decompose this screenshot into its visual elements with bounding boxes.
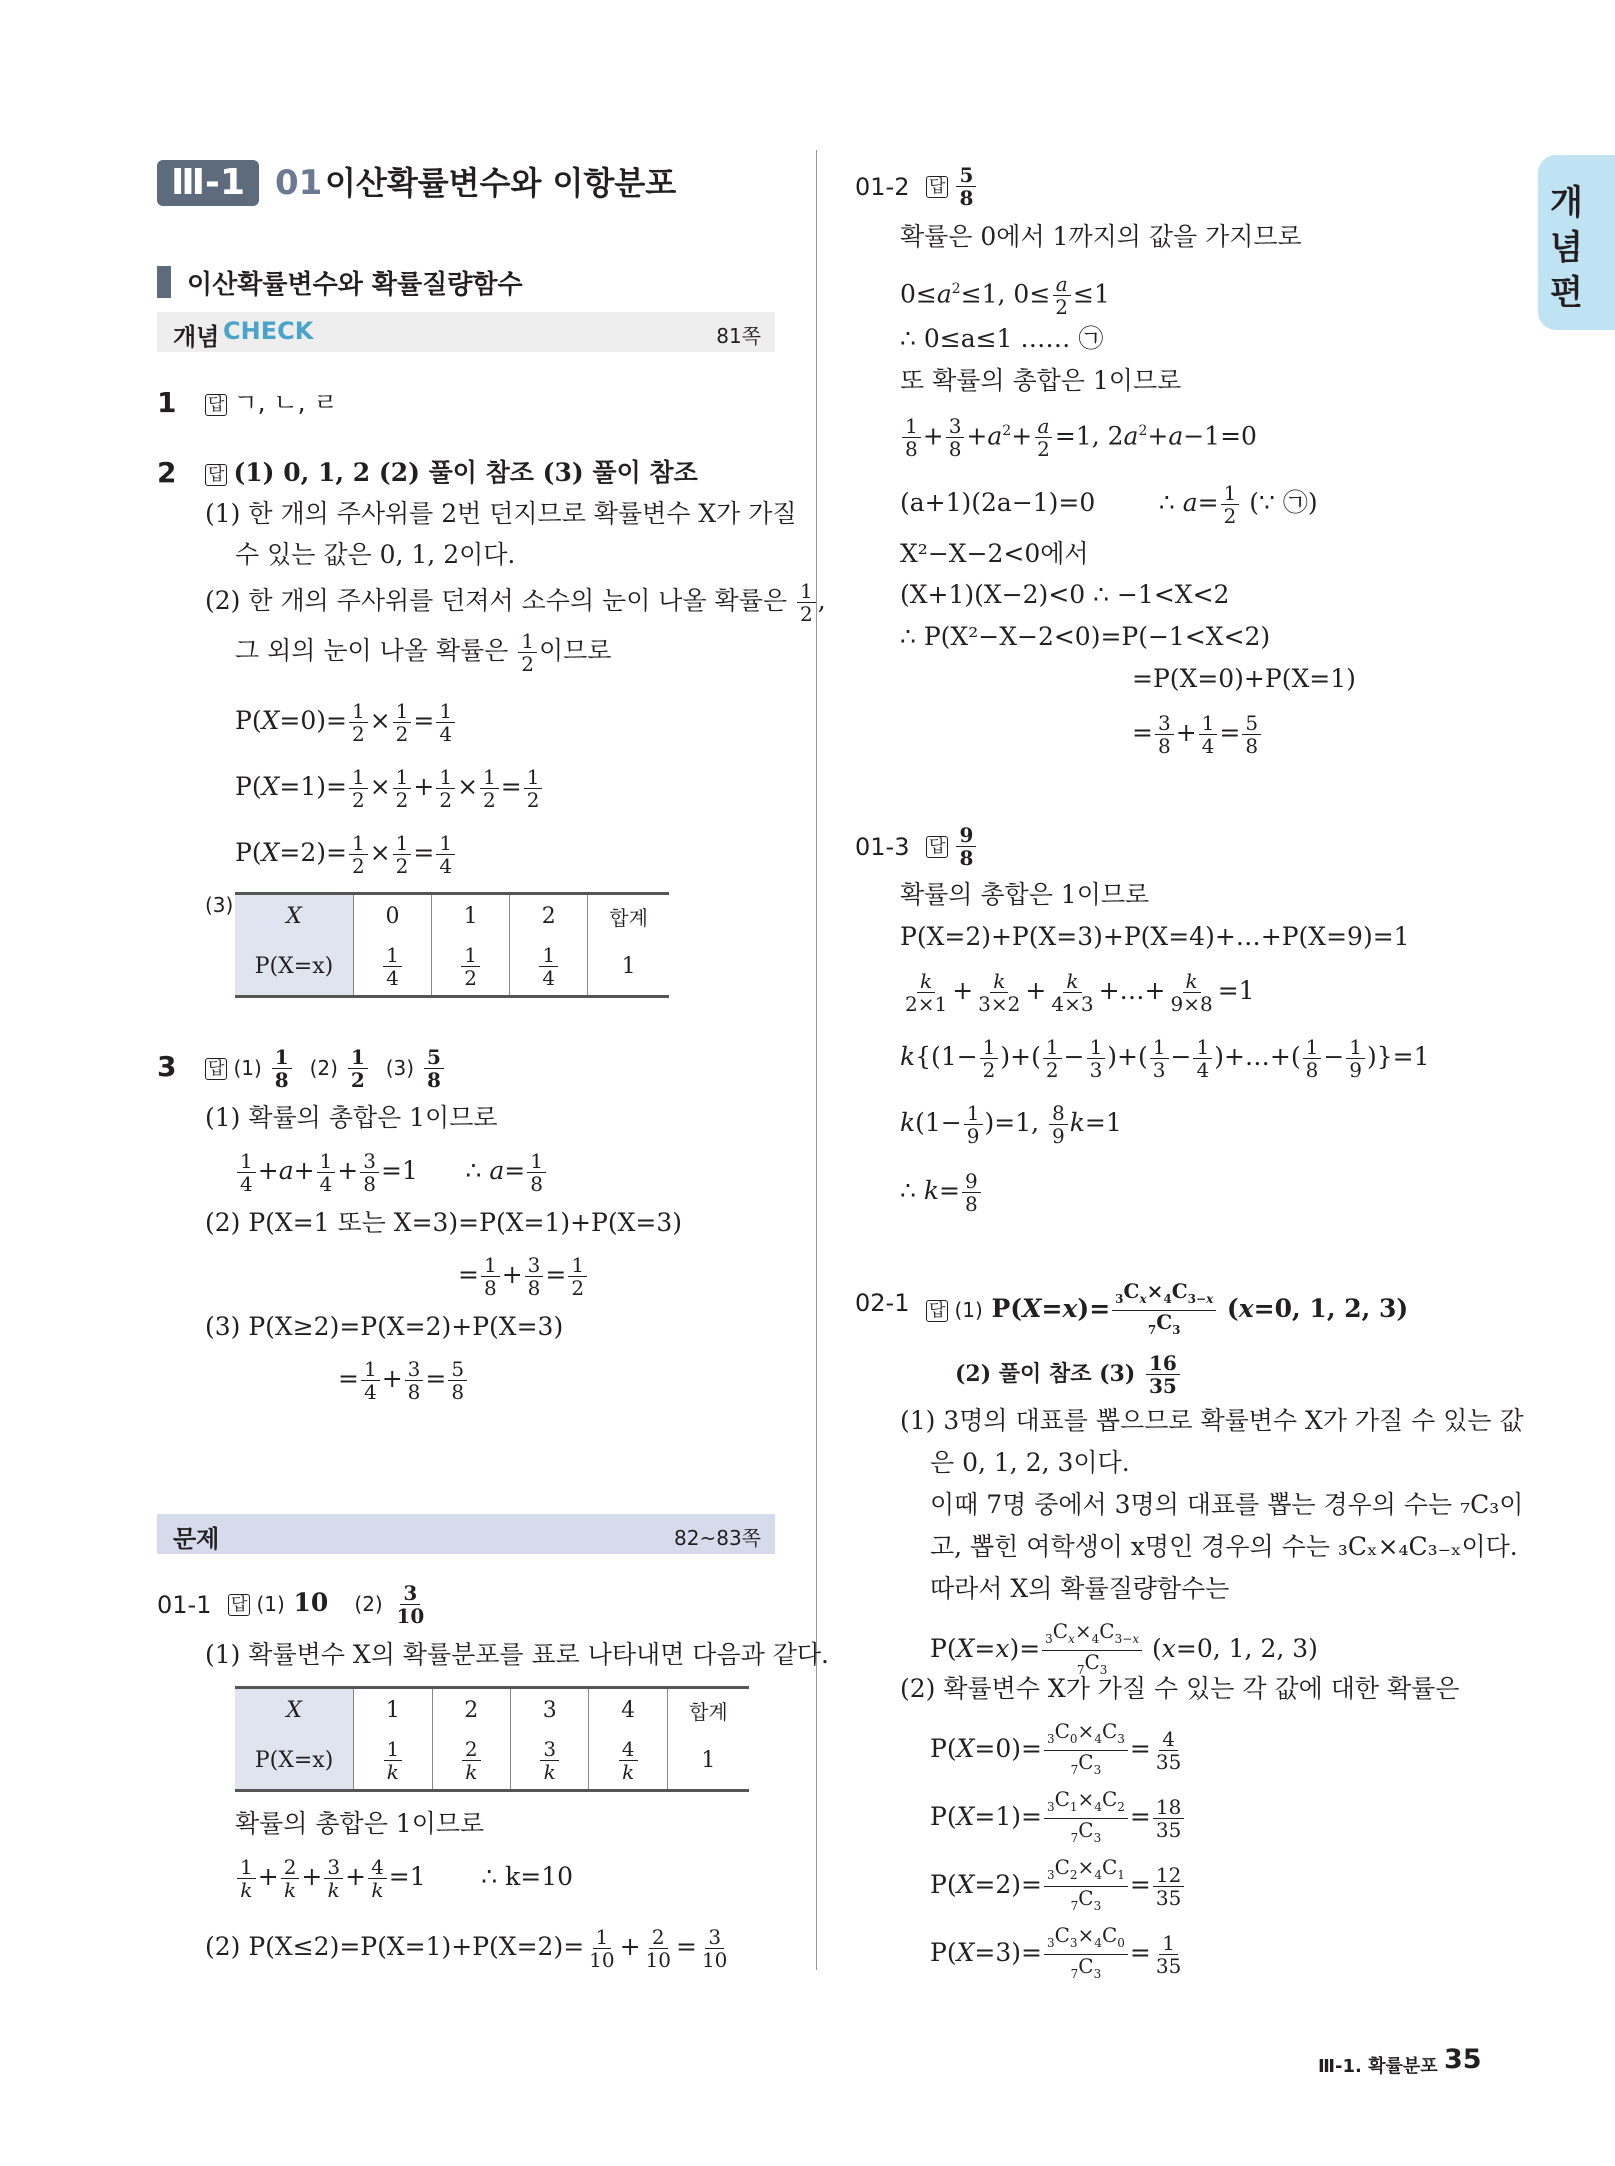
column-divider <box>816 150 817 1970</box>
p01-2-line3: ∴ 0≤a≤1 …… ㉠ <box>900 324 1104 353</box>
p01-1-line3: $\frac{1}{k}$ + $\frac{2}{k}$ + $\frac{3}{k}$ + $\frac{4}{k}$ =1 ∴ k=10 <box>235 1856 573 1901</box>
p02-1-line6: (2) 확률변수 X가 가질 수 있는 각 값에 대한 확률은 <box>900 1674 1460 1703</box>
q2-answer: 답 (1) 0, 1, 2 (2) 풀이 참조 (3) 풀이 참조 <box>205 456 698 490</box>
q3-answer: 답 (1) $\frac{1}{8}$ (2) $\frac{1}{2}$ (3) $\frac{5}{8}$ <box>205 1046 446 1091</box>
p01-3-answer: 답 $\frac{9}{8}$ <box>926 824 978 869</box>
table-header: X <box>235 1688 354 1732</box>
p02-1-eq0: P(X=0)= $\frac{_3C_0\times_4C_3}{_7C_3}$ = $\frac{4}{35}$ <box>930 1719 1182 1777</box>
table-cell: $\frac{3}{k}$ <box>511 1731 589 1791</box>
p01-1-number: 01-1 <box>157 1591 212 1619</box>
q3-line2: $\frac{1}{4}$ +a+ $\frac{1}{4}$ + $\frac{3}{8}$ =1 ∴ a= $\frac{1}{8}$ <box>235 1150 548 1195</box>
table-header: 1 <box>432 894 510 938</box>
table-header: 2 <box>510 894 588 938</box>
table-header: 1 <box>354 1688 432 1732</box>
table-header: X <box>235 894 353 938</box>
q3-line6: = $\frac{1}{4}$ + $\frac{3}{8}$ = $\frac{5}{8}$ <box>338 1358 469 1403</box>
table-header: 4 <box>589 1688 667 1732</box>
section-title: 이산확률변수와 확률질량함수 <box>187 270 523 300</box>
p01-1-probability-table <box>235 1686 749 1792</box>
q2-eq2: P(X=1)= $\frac{1}{2}$ × $\frac{1}{2}$ + $\frac{1}{2}$ × $\frac{1}{2}$ = $\frac{1}{2}$ <box>235 766 544 811</box>
table-header: 합계 <box>588 894 669 938</box>
p01-2-number: 01-2 <box>855 173 910 201</box>
p02-1-answer2: (2) 풀이 참조 (3) $\frac{16}{35}$ <box>955 1352 1182 1397</box>
fraction: $\frac{1}{2}$ <box>518 630 537 675</box>
problem-bar <box>157 1514 775 1554</box>
p02-1-number: 02-1 <box>855 1289 910 1317</box>
answer-icon: 답 <box>205 1058 227 1080</box>
answer-icon: 답 <box>205 394 227 416</box>
side-tab-char: 개 <box>1550 183 1583 223</box>
p01-2-line7: X²−X−2<0에서 <box>900 539 1089 568</box>
q1-answer: 답 ㄱ, ㄴ, ㄹ <box>205 386 338 420</box>
p02-1-line4: 고, 뽑힌 여학생이 x명인 경우의 수는 ₃Cₓ×₄C₃₋ₓ이다. <box>930 1532 1518 1561</box>
answer-icon: 답 <box>926 836 948 858</box>
problem-page: 82~83쪽 <box>674 1526 761 1550</box>
p01-2-line9: ∴ P(X²−X−2<0)=P(−1<X<2) <box>900 622 1271 651</box>
q1-number: 1 <box>157 386 177 419</box>
q2-line3: (2) 한 개의 주사위를 던져서 소수의 눈이 나올 확률은 $\frac{1}{2}$ , <box>205 579 826 626</box>
chapter-title: 이산확률변수와 이항분포 <box>325 164 677 202</box>
check-label: 개념 <box>173 323 220 351</box>
p01-3-number: 01-3 <box>855 833 910 861</box>
p01-2-answer: 답 $\frac{5}{8}$ <box>926 164 978 209</box>
p02-1-answer: 답 (1) P(X=x)= $\frac{_3C_x\times_4C_{3-x}}{_7C_3}$ (x=0, 1, 2, 3) <box>926 1280 1408 1341</box>
table-cell: 1 <box>588 937 669 997</box>
page-number: 35 <box>1444 2044 1482 2075</box>
q3-line3: (2) P(X=1 또는 X=3)=P(X=1)+P(X=3) <box>205 1208 683 1237</box>
table-cell: $\frac{1}{2}$ <box>432 937 510 997</box>
p02-1-eq3: P(X=3)= $\frac{_3C_3\times_4C_0}{_7C_3}$ = $\frac{1}{35}$ <box>930 1923 1182 1981</box>
p01-2-line2: $0\le a^2\le 1$, 0≤ $\frac{a}{2}$ ≤1 <box>900 272 1110 320</box>
p01-3-line3: $\frac{k}{2\times 1}$ + $\frac{k}{3\times 2}$ + $\frac{k}{4\times 3}$ +…+ $\frac{k}{9\times 8}$ =1 <box>905 969 1255 1016</box>
table-header: 0 <box>353 894 431 938</box>
p02-1-line3: 이때 7명 중에서 3명의 대표를 뽑는 경우의 수는 ₇C₃이 <box>930 1490 1524 1519</box>
footer-label: Ⅲ-1. 확률분포 <box>1318 2056 1438 2077</box>
p01-3-line5: k(1− $\frac{1}{9}$ )=1, $\frac{8}{9}$ k=1 <box>900 1101 1122 1148</box>
side-tab-char: 편 <box>1550 273 1583 313</box>
table-header: 3 <box>511 1688 589 1732</box>
q2-probability-table <box>235 892 669 998</box>
p02-1-eq2: P(X=2)= $\frac{_3C_2\times_4C_1}{_7C_3}$ = $\frac{12}{35}$ <box>930 1856 1186 1917</box>
q3-number: 3 <box>157 1050 177 1083</box>
chapter-number: 01 <box>275 163 323 203</box>
p01-3-line1: 확률의 총합은 1이므로 <box>900 880 1150 909</box>
table-cell: $\frac{4}{k}$ <box>589 1731 667 1791</box>
p01-2-line8: (X+1)(X−2)<0 ∴ −1<X<2 <box>900 580 1230 609</box>
side-tab-char: 념 <box>1550 228 1583 268</box>
q2-line4: 그 외의 눈이 나올 확률은 $\frac{1}{2}$ 이므로 <box>235 629 612 676</box>
answer-icon: 답 <box>228 1594 250 1616</box>
p01-3-line6: ∴ k= $\frac{9}{8}$ <box>900 1170 983 1215</box>
side-tab <box>1538 155 1615 330</box>
q3-line1: (1) 확률의 총합은 1이므로 <box>205 1103 498 1132</box>
table-row-label: P(X=x) <box>235 937 353 997</box>
q2-table-label: (3) <box>205 893 234 917</box>
table-cell: $\frac{2}{k}$ <box>432 1731 510 1791</box>
p01-2-line5: $\frac{1}{8}$ + $\frac{3}{8}$ $+a^2+$ $\frac{a}{2}$ =1, $2a^2+a-1=0$ <box>900 414 1257 460</box>
table-row-label: P(X=x) <box>235 1731 354 1791</box>
chapter-badge: Ⅲ-1 <box>157 160 259 206</box>
table-cell: $\frac{1}{4}$ <box>353 937 431 997</box>
q2-line1: (1) 한 개의 주사위를 2번 던지므로 확률변수 X가 가질 <box>205 499 797 528</box>
p01-2-line4: 또 확률의 총합은 1이므로 <box>900 366 1182 395</box>
q2-eq1: P(X=0)= $\frac{1}{2}$ × $\frac{1}{2}$ = $\frac{1}{4}$ <box>235 700 457 745</box>
p01-1-line2: 확률의 총합은 1이므로 <box>235 1809 485 1838</box>
p01-1-line1: (1) 확률변수 X의 확률분포를 표로 나타내면 다음과 같다. <box>205 1640 829 1669</box>
answer-icon: 답 <box>926 176 948 198</box>
p01-2-line6: (a+1)(2a−1)=0 ∴ a= $\frac{1}{2}$ (∵ ㉠) <box>900 481 1318 528</box>
answer-icon: 답 <box>926 1300 948 1322</box>
p01-1-line4: (2) P(X≤2)=P(X=1)+P(X=2)= $\frac{1}{10}$ + $\frac{2}{10}$ = $\frac{3}{10}$ <box>205 1925 728 1972</box>
p02-1-line2: 은 0, 1, 2, 3이다. <box>930 1448 1130 1477</box>
check-label-accent: CHECK <box>223 317 314 345</box>
q2-number: 2 <box>157 456 177 489</box>
p01-2-line1: 확률은 0에서 1까지의 값을 가지므로 <box>900 222 1302 251</box>
check-bar <box>157 312 775 352</box>
fraction: $\frac{1}{2}$ <box>797 580 816 625</box>
table-cell: $\frac{1}{k}$ <box>354 1731 432 1791</box>
p01-2-line11: = $\frac{3}{8}$ + $\frac{1}{4}$ = $\frac{5}{8}$ <box>1132 712 1263 757</box>
q2-line2: 수 있는 값은 0, 1, 2이다. <box>235 540 516 569</box>
q3-line5: (3) P(X≥2)=P(X=2)+P(X=3) <box>205 1312 564 1341</box>
section-number <box>157 266 171 298</box>
table-cell: 1 <box>667 1731 749 1791</box>
q2-eq3: P(X=2)= $\frac{1}{2}$ × $\frac{1}{2}$ = $\frac{1}{4}$ <box>235 832 457 877</box>
check-page: 81쪽 <box>716 324 761 348</box>
p01-3-line2: P(X=2)+P(X=3)+P(X=4)+…+P(X=9)=1 <box>900 922 1410 951</box>
p02-1-line1: (1) 3명의 대표를 뽑으므로 확률변수 X가 가질 수 있는 값 <box>900 1406 1524 1435</box>
p02-1-eq1: P(X=1)= $\frac{_3C_1\times_4C_2}{_7C_3}$ = $\frac{18}{35}$ <box>930 1788 1186 1849</box>
p02-1-line5: 따라서 X의 확률질량함수는 <box>930 1574 1230 1603</box>
p01-2-line10: =P(X=0)+P(X=1) <box>1132 664 1356 693</box>
table-header: 2 <box>432 1688 510 1732</box>
p02-1-pmf: P(X=x)= $\frac{_3C_x\times_4C_{3-x}}{_7C_3}$ (x=0, 1, 2, 3) <box>930 1619 1318 1677</box>
p01-3-line4: k{(1− $\frac{1}{2}$ )+( $\frac{1}{2}$ − $\frac{1}{3}$ )+( $\frac{1}{3}$ − $\frac{1}{4}$ )+…+( $\frac{1}{8}$ − $\frac{1}{9}$ )}=1 <box>900 1035 1430 1082</box>
table-cell: $\frac{1}{4}$ <box>510 937 588 997</box>
table-header: 합계 <box>667 1688 749 1732</box>
p01-1-answer: 답 (1) 10 (2) $\frac{3}{10}$ <box>228 1582 429 1627</box>
problem-label: 문제 <box>173 1525 220 1553</box>
q3-line4: = $\frac{1}{8}$ + $\frac{3}{8}$ = $\frac{1}{2}$ <box>458 1254 589 1299</box>
answer-icon: 답 <box>205 464 227 486</box>
